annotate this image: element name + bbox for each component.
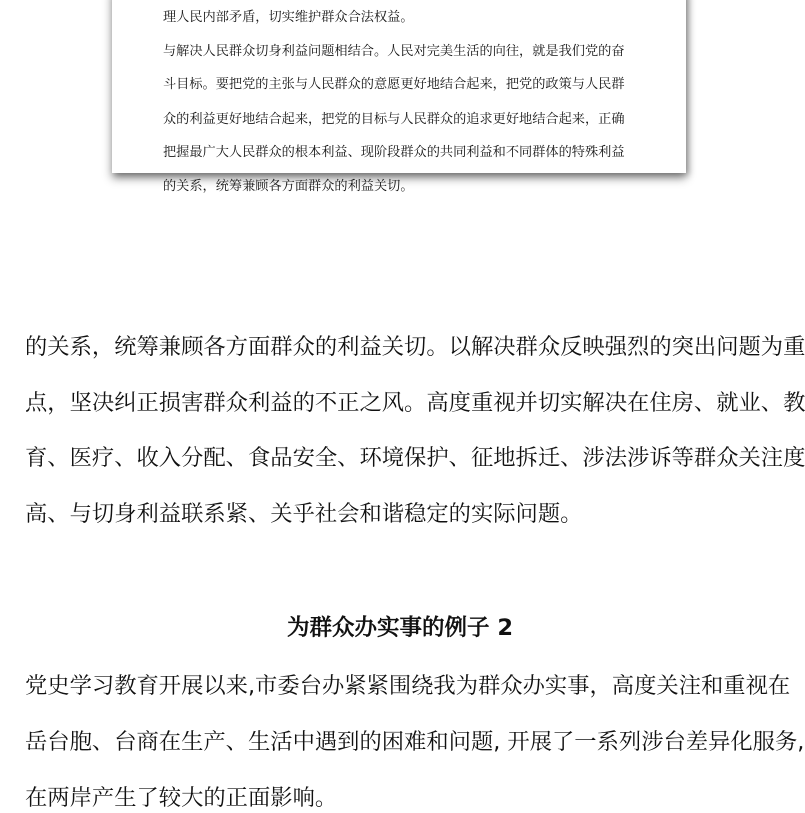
card-text-line: 把握最广大人民群众的根本利益、现阶段群众的共同利益和不同群体的特殊利益 — [163, 145, 625, 160]
body-text-line: 育、医疗、收入分配、食品安全、环境保护、征地拆迁、涉法涉诉等群众关注度 — [25, 445, 805, 471]
card-text-line: 斗目标。要把党的主张与人民群众的意愿更好地结合起来，把党的政策与人民群 — [163, 77, 625, 92]
body-text-line: 岳台胞、台商在生产、生活中遇到的困难和问题, 开展了一系列涉台差异化服务, — [25, 729, 805, 755]
body-text-line: 的关系，统筹兼顾各方面群众的利益关切。以解决群众反映强烈的突出问题为重 — [25, 334, 805, 360]
body-text-line: 在两岸产生了较大的正面影响。 — [25, 785, 338, 811]
section-heading: 为群众办实事的例子 2 — [287, 615, 513, 641]
card-text-line: 的关系，统筹兼顾各方面群众的利益关切。 — [163, 179, 414, 194]
body-text-line: 党史学习教育开展以来,市委台办紧紧围绕我为群众办实事，高度关注和重视在 — [25, 673, 791, 699]
card-text-line: 与解决人民群众切身利益问题相结合。人民对完美生活的向往，就是我们党的奋 — [163, 44, 625, 59]
card-text-line: 理人民内部矛盾，切实维护群众合法权益。 — [163, 10, 414, 25]
body-text-line: 高、与切身利益联系紧、关乎社会和谐稳定的实际问题。 — [25, 501, 583, 527]
embedded-document-preview — [112, 0, 686, 194]
card-text-line: 众的利益更好地结合起来，把党的目标与人民群众的追求更好地结合起来，正确 — [163, 112, 625, 127]
body-text-line: 点，坚决纠正损害群众利益的不正之风。高度重视并切实解决在住房、就业、教 — [25, 390, 805, 416]
